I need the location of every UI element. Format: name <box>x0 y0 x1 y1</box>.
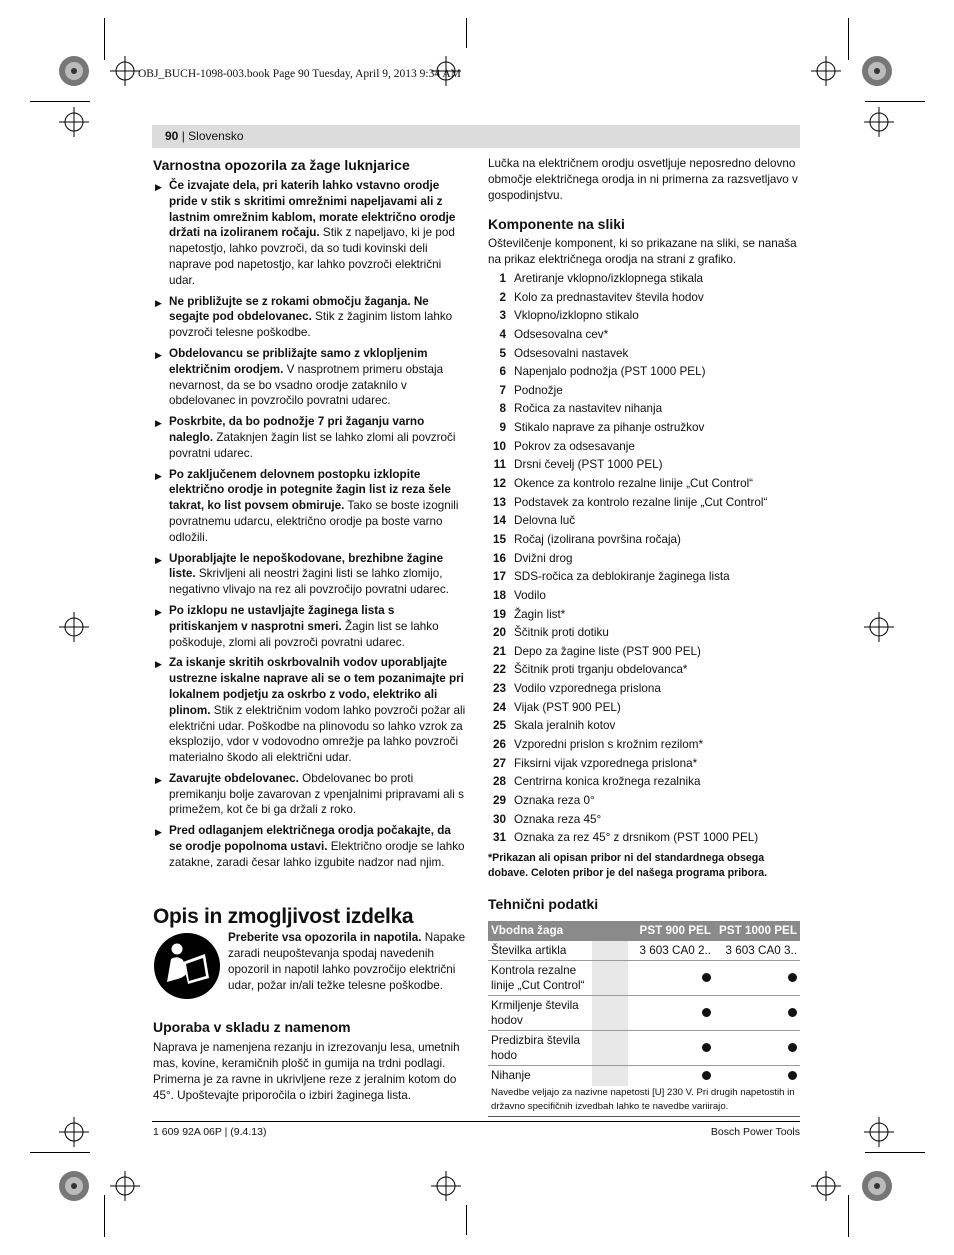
list-item: 18 Vodilo <box>492 588 546 602</box>
list-item: 25 Skala jeralnih kotov <box>492 719 616 733</box>
light-text: Lučka na električnem orodju osvetljuje neposredno delovno območje električnega orodja in ni primerna za razsvetljavo v gospodinjstvu. <box>488 157 798 202</box>
use-text: Naprava je namenjena rezanju in izrezovanju lesa, umetnih mas, kovine, keramičnih plošč in gumija na trdni podlagi. Primerna je za ravne in ukrivljene reze z jeralnim kotom do 45°. Upoštevajte priporočila o izbiri žaginega lista. <box>153 1041 460 1102</box>
arrow-bullet-icon: ▶ <box>155 418 162 429</box>
list-item: 1 Aretiranje vklopno/izklopnega stikala <box>499 271 704 285</box>
arrow-bullet-icon: ▶ <box>155 470 162 481</box>
left-column <box>153 156 466 1104</box>
arrow-bullet-icon: ▶ <box>155 606 162 617</box>
list-item: 24 Vijak (PST 900 PEL) <box>492 700 621 714</box>
components-title: Komponente na sliki <box>488 216 625 233</box>
book-info-line: OBJ_BUCH-1098-003.book Page 90 Tuesday, April 9, 2013 9:34 AM <box>138 68 461 80</box>
arrow-bullet-icon: ▶ <box>155 297 162 308</box>
read-manual-icon <box>153 932 221 1000</box>
list-item: 16 Dvižni drog <box>492 551 573 565</box>
safety-item: ▶ Pred odlaganjem električnega orodja počakajte, da se orodje popolnoma ustavi. Električno orodje se lahko zatakne, zaradi česar lahko izgubite nadzor nad njim. <box>155 824 465 869</box>
section-title: Opis in zmogljivost izdelka <box>153 904 414 928</box>
accessories-note: *Prikazan ali opisan pribor ni del standardnega obsega dobave. Celoten pribor je del našega programa pribora. <box>488 851 768 879</box>
list-item: 5 Odsesovalni nastavek <box>499 346 629 360</box>
table-note-row: Navedbe veljajo za nazivne napetosti [U] 230 V. Pri drugih napetostih in državno specifičnih izvedbah lahko te navedbe variirajo. <box>488 1086 800 1117</box>
right-column <box>488 156 800 1117</box>
components-intro: Oštevilčenje komponent, ki so prikazane na sliki, se nanaša na prikaz električnega orodja na strani z grafiko. <box>488 237 797 267</box>
feature-dot <box>788 1043 797 1052</box>
tech-data-title: Tehnični podatki <box>488 895 599 912</box>
table-row: Predizbira števila hodo <box>488 1030 800 1065</box>
list-item: 29 Oznaka reza 0° <box>492 793 595 807</box>
feature-dot <box>702 1043 711 1052</box>
safety-item: ▶ Obdelovancu se približajte samo z vklopljenim električnim orodjem. V nasprotnem primeru obstaja nevarnost, da se bo vsadno orodje zataknilo v obdelovanec in povzročilo povratni udarec. <box>155 346 444 408</box>
safety-title: Varnostna opozorila za žage luknjarice <box>153 157 410 173</box>
list-item: 2 Kolo za prednastavitev števila hodov <box>499 290 704 304</box>
list-item: 3 Vklopno/izklopno stikalo <box>499 309 639 323</box>
list-item: 9 Stikalo naprave za pihanje ostružkov <box>499 421 705 435</box>
list-item: 15 Ročaj (izolirana površina ročaja) <box>492 532 681 546</box>
use-title: Uporaba v skladu z namenom <box>153 1019 351 1036</box>
table-row: Številka artikla 3 603 CA0 2.. 3 603 CA0 3.. <box>488 941 800 961</box>
list-item: 14 Delovna luč <box>492 514 576 528</box>
footer-rule <box>152 1121 800 1122</box>
list-item: 26 Vzporedni prislon s krožnim rezilom* <box>492 738 704 751</box>
table-row: Nihanje <box>488 1065 800 1086</box>
arrow-bullet-icon: ▶ <box>155 182 162 192</box>
list-item: 23 Vodilo vzporednega prislona <box>492 682 661 696</box>
list-item: 20 Ščitnik proti dotiku <box>492 626 609 640</box>
arrow-bullet-icon: ▶ <box>155 349 162 360</box>
safety-item: ▶ Ne približujte se z rokami območju žaganja. Ne segajte pod obdelovanec. Stik z žaginim listom lahko povzroči telesne poškodbe. <box>155 294 453 340</box>
page-header: 90 | Slovensko <box>152 125 800 148</box>
list-item: 30 Oznaka reza 45° <box>492 812 602 826</box>
list-item: 19 Žagin list* <box>492 607 566 621</box>
list-item: 8 Ročica za nastavitev nihanja <box>499 402 663 416</box>
safety-item: ▶ Poskrbite, da bo podnožje 7 pri žaganju varno naleglo. Zataknjen žagin list se lahko zlomi ali povzroči povratni udarec. <box>155 415 456 460</box>
feature-dot <box>702 1008 711 1017</box>
safety-item: ▶ Po izklopu ne ustavljajte žaginega lista s pritiskanjem v nasprotni smeri. Žagin list se lahko poškoduje, zlomi ali povzroči povratni udarec. <box>155 603 439 649</box>
list-item: 28 Centrirna konica krožnega rezalnika <box>492 775 701 789</box>
arrow-bullet-icon: ▶ <box>155 774 162 785</box>
list-item: 21 Depo za žagine liste (PST 900 PEL) <box>492 644 701 658</box>
feature-dot <box>788 973 797 982</box>
feature-dot <box>702 1071 711 1080</box>
safety-item: ▶ Zavarujte obdelovanec. Obdelovanec bo proti premikanju bolje zavarovan z vpenjalnimi pripravami ali s primežem, kot če bi ga držali z roko. <box>155 771 464 817</box>
list-item: 6 Napenjalo podnožja (PST 1000 PEL) <box>499 365 706 379</box>
list-item: 31 Oznaka za rez 45° z drsnikom (PST 1000 PEL) <box>492 831 759 845</box>
table-row: Kontrola rezalne linije „Cut Control“ <box>488 960 800 995</box>
language-label: Slovensko <box>188 129 244 143</box>
arrow-bullet-icon: ▶ <box>155 554 162 565</box>
feature-dot <box>702 973 711 982</box>
list-item: 4 Odsesovalna cev* <box>499 327 609 341</box>
list-item: 12 Okence za kontrolo rezalne linije „Cut Control“ <box>492 477 754 491</box>
safety-item: ▶ Uporabljajte le nepoškodovane, brezhibne žagine liste. Skrivljeni ali neostri žagini listi se lahko zlomijo, negativno vlivajo na rez ali povzročijo povratni udarec. <box>155 551 450 597</box>
arrow-bullet-icon: ▶ <box>155 659 162 670</box>
feature-dot <box>788 1008 797 1017</box>
feature-dot <box>788 1071 797 1080</box>
footer-right: Bosch Power Tools <box>710 1126 800 1138</box>
table-header-row: Vbodna žaga PST 900 PEL PST 1000 PEL <box>488 921 800 941</box>
list-item: 27 Fiksirni vijak vzporednega prislona* <box>492 756 698 770</box>
list-item: 17 SDS-ročica za deblokiranje žaginega lista <box>492 570 730 584</box>
arrow-bullet-icon: ▶ <box>155 827 162 838</box>
components-list <box>488 270 800 848</box>
list-item: 13 Podstavek za kontrolo rezalne linije „Cut Control“ <box>492 495 768 509</box>
list-item: 10 Pokrov za odsesavanje <box>492 439 635 453</box>
footer-left: 1 609 92A 06P | (9.4.13) <box>153 1126 267 1138</box>
list-item: 7 Podnožje <box>499 383 563 397</box>
safety-item: ▶ Po zaključenem delovnem postopku izklopite električno orodje in potegnite žagin list iz reza šele takrat, ko list povsem obmiruje. Tako se boste izognili povratnemu udarcu, električno orodje pa boste varno odložili. <box>155 467 459 544</box>
warning-text: Preberite vsa opozorila in napotila. Napake zaradi neupoštevanja spodaj navedenih opozoril in napotil lahko povzročijo električni udar, požar in/ali težke telesne poškodbe. <box>228 931 466 992</box>
safety-item: ▶ Če izvajate dela, pri katerih lahko vstavno orodje pride v stik s skritimi omrežnimi napeljavami ali z lastnim omrežnim kablom, morate električno orodje držati na izoliranem ročaju. Stik z napeljavo, ki je pod napetostjo, lahko povzroči, da so tudi kovinski deli naprave pod napetostjo, kar lahko povzroči električni udar. <box>155 179 456 287</box>
safety-list <box>153 178 466 871</box>
tech-data-table <box>488 921 800 1117</box>
page-number: 90 <box>165 129 179 143</box>
safety-item: ▶ Za iskanje skritih oskrbovalnih vodov uporabljajte ustrezne iskalne naprave ali se o tem pozanimajte pri lokalnem podjetju za oskrbo z vodo, elektriko ali plinom. Stik z električnim vodom lahko povzroči požar ali električni udar. Poškodbe na plinovodu so lahko vzrok za eksplozijo, vdor v vodovodno omrežje pa lahko povzroči materialno škodo ali električni udar. <box>155 656 466 765</box>
list-item: 22 Ščitnik proti trganju obdelovanca* <box>492 663 688 677</box>
list-item: 11 Drsni čevelj (PST 1000 PEL) <box>493 458 663 472</box>
warning-block <box>153 930 466 1002</box>
table-row: Krmiljenje števila hodov <box>488 995 800 1030</box>
